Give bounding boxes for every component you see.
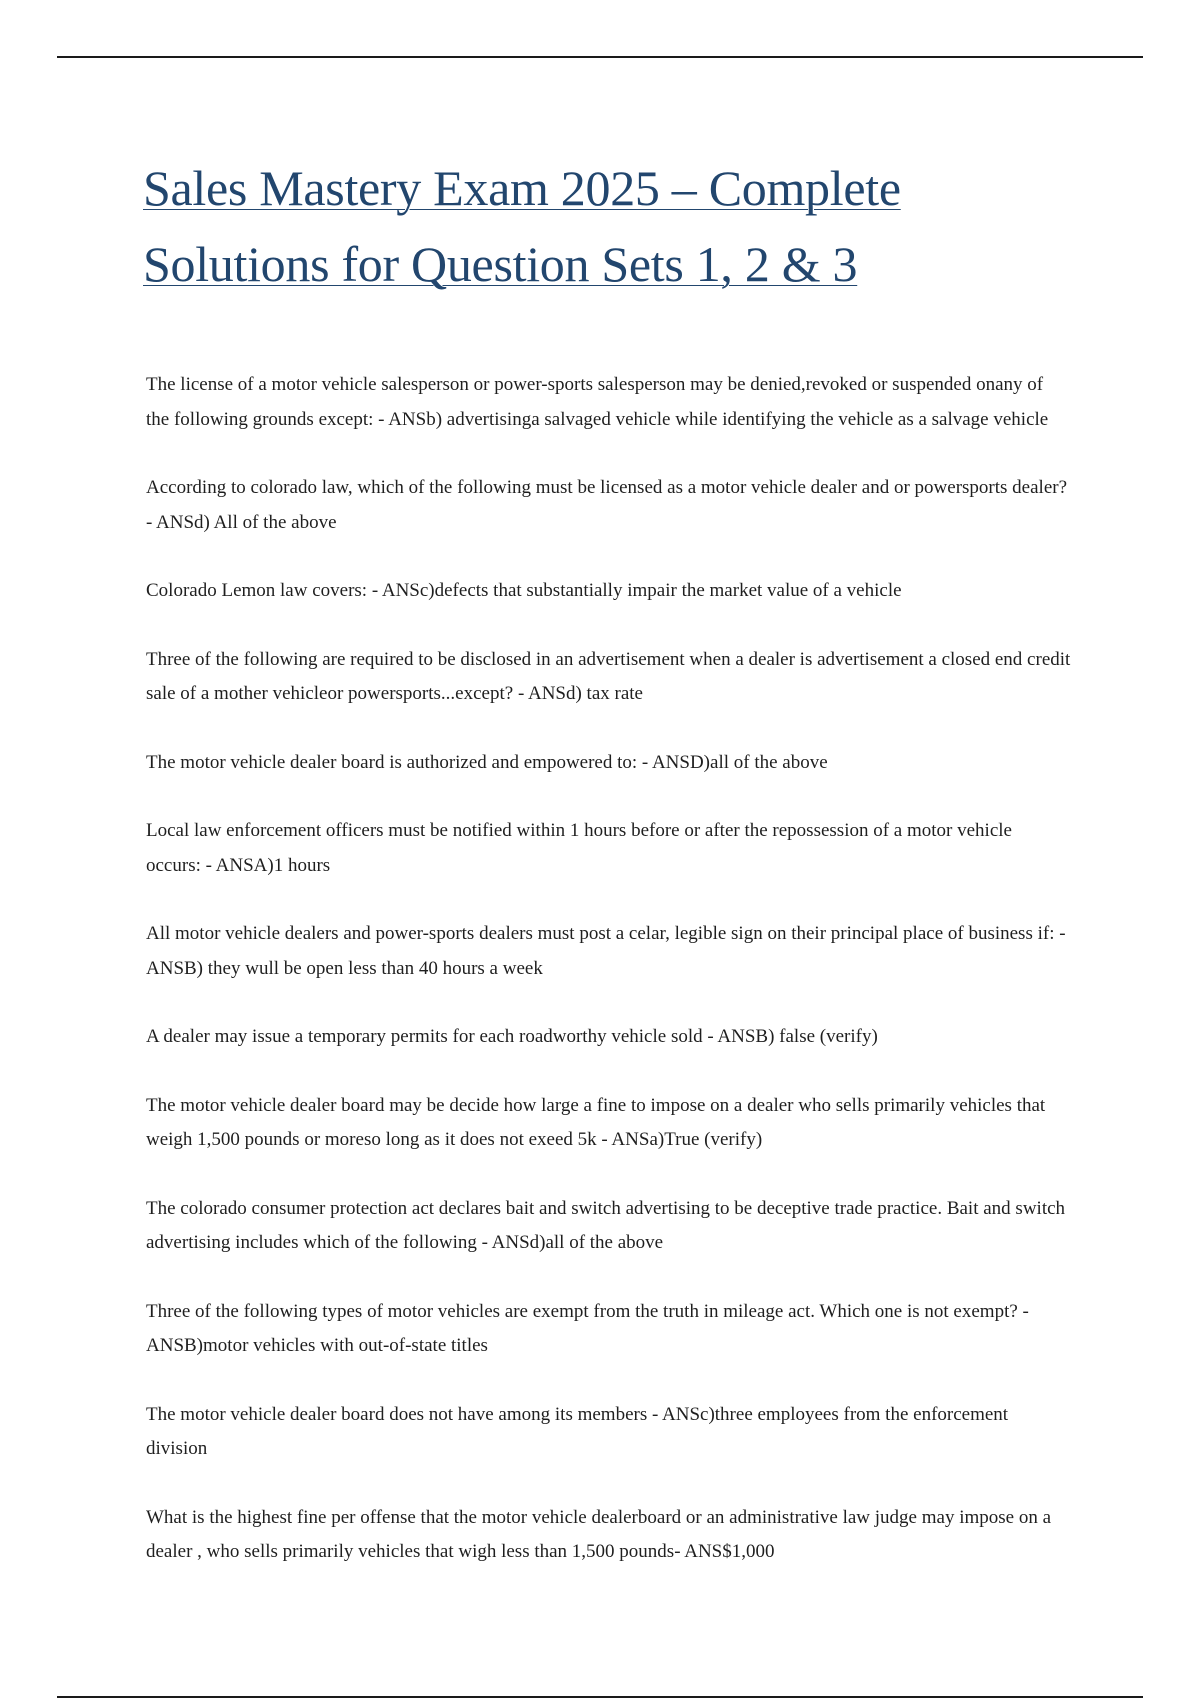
qa-entry: The motor vehicle dealer board may be decide how large a fine to impose on a dealer who sells primarily vehicles that weigh 1,500 pounds or moreso long as it does not exeed 5k - ANSa)True (verify)	[146, 1094, 1046, 1150]
qa-entry: Colorado Lemon law covers: - ANSc)defects that substantially impair the market value of a vehicle	[146, 580, 902, 601]
qa-entry: According to colorado law, which of the following must be licensed as a motor vehicle dealer and or powersports dealer? - ANSd) All of the above	[146, 477, 1068, 533]
qa-entry: A dealer may issue a temporary permits for each roadworthy vehicle sold - ANSB) false (verify)	[146, 1026, 878, 1047]
bottom-rule	[57, 1696, 1143, 1698]
document-title: Sales Mastery Exam 2025 – Complete Solutions for Question Sets 1, 2 & 3	[143, 160, 901, 292]
qa-entry: The motor vehicle dealer board is authorized and empowered to: - ANSD)all of the above	[146, 751, 828, 773]
question-answer-list	[146, 368, 1071, 1604]
top-rule	[57, 56, 1143, 58]
qa-entry: The motor vehicle dealer board does not have among its members - ANSc)three employees from the enforcement division	[146, 1403, 1009, 1459]
qa-entry: Local law enforcement officers must be notified within 1 hours before or after the repossession of a motor vehicle occurs: - ANSA)1 hours	[146, 820, 1012, 876]
qa-entry: What is the highest fine per offense that the motor vehicle dealerboard or an administrative law judge may impose on a dealer , who sells primarily vehicles that wigh less than 1,500 pounds- ANS$1,000	[146, 1506, 1052, 1562]
qa-entry: Three of the following types of motor vehicles are exempt from the truth in mileage act. Which one is not exempt? - ANSB)motor vehicles with out-of-state titles	[146, 1300, 1029, 1356]
qa-entry: All motor vehicle dealers and power-sports dealers must post a celar, legible sign on their principal place of business if: - ANSB) they wull be open less than 40 hours a week	[146, 923, 1066, 979]
qa-entry: The colorado consumer protection act declares bait and switch advertising to be deceptive trade practice. Bait and switch advertising includes which of the following - ANSd)all of the above	[146, 1197, 1066, 1253]
qa-entry: The license of a motor vehicle salesperson or power-sports salesperson may be denied,revoked or suspended onany of the following grounds except: - ANSb) advertisinga salvaged vehicle while identifying the vehicle as a salvage vehicle	[146, 374, 1049, 430]
qa-entry: Three of the following are required to be disclosed in an advertisement when a dealer is advertisement a closed end credit sale of a mother vehicleor powersports...except? - ANSd) tax rate	[146, 648, 1071, 704]
